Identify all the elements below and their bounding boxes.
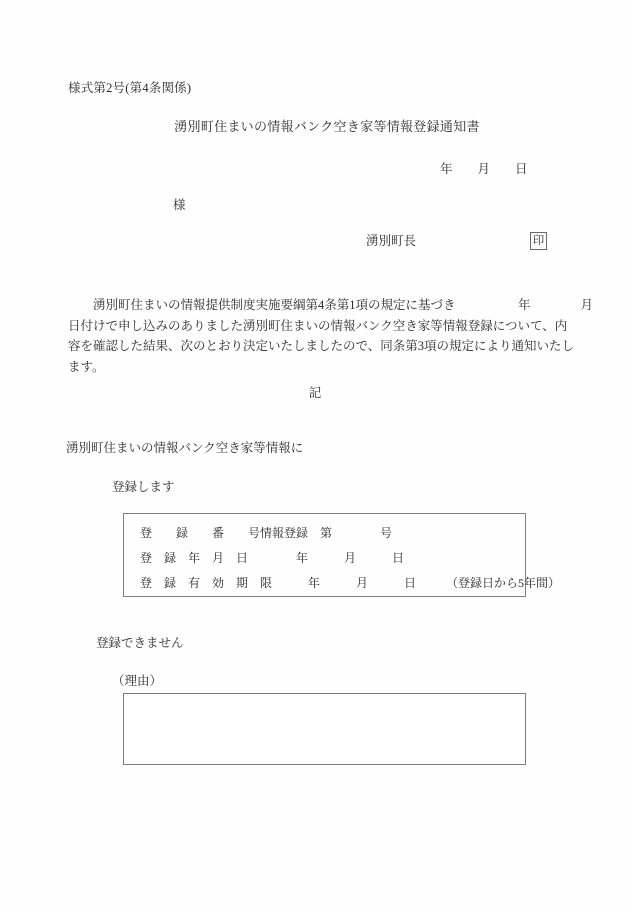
form-number: 様式第2号(第4条関係) <box>68 81 192 95</box>
section-heading: 湧別町住まいの情報バンク空き家等情報に <box>66 441 304 455</box>
registration-detail-table <box>123 513 561 597</box>
table-row-label: 登 録 有 効 期 限 <box>140 576 273 590</box>
body-paragraph <box>68 295 594 377</box>
reason-input-box[interactable] <box>123 693 526 765</box>
document-title: 湧別町住まいの情報バンク空き家等情報登録通知書 <box>174 119 480 134</box>
table-row-label: 登 録 年 月 日 <box>140 551 249 565</box>
table-row-value: 情報登録 第 号 <box>260 526 393 540</box>
table-row <box>140 524 392 541</box>
ki-mark: 記 <box>308 386 322 400</box>
body-line: 容を確認した結果、次のとおり決定いたしましたので、同条第3項の規定により通知いたし <box>68 339 575 353</box>
table-row-label: 登 録 番 号 <box>140 526 261 540</box>
body-line: ます。 <box>68 359 105 374</box>
body-line: 湧別町住まいの情報提供制度実施要綱第4条第1項の規定に基づき 年 月 <box>68 298 594 312</box>
body-line: 日付けで申し込みのありました湧別町住まいの情報バンク空き家等情報登録について、内 <box>68 318 568 333</box>
issuer-name: 湧別町長 <box>366 234 417 248</box>
option-register-label: 登録します <box>112 480 175 494</box>
table-row <box>140 574 560 591</box>
table-row-value: 年 月 日 <box>248 551 405 565</box>
seal-stamp-box: 印 <box>530 232 547 250</box>
issue-date-line: 年 月 日 <box>440 162 528 176</box>
recipient-honorific: 様 <box>173 198 186 212</box>
reason-label: （理由） <box>112 674 163 688</box>
table-row-value: 年 月 日 （登録日から5年間） <box>272 576 561 590</box>
table-row <box>140 549 404 566</box>
option-reject-label: 登録できません <box>96 636 184 650</box>
